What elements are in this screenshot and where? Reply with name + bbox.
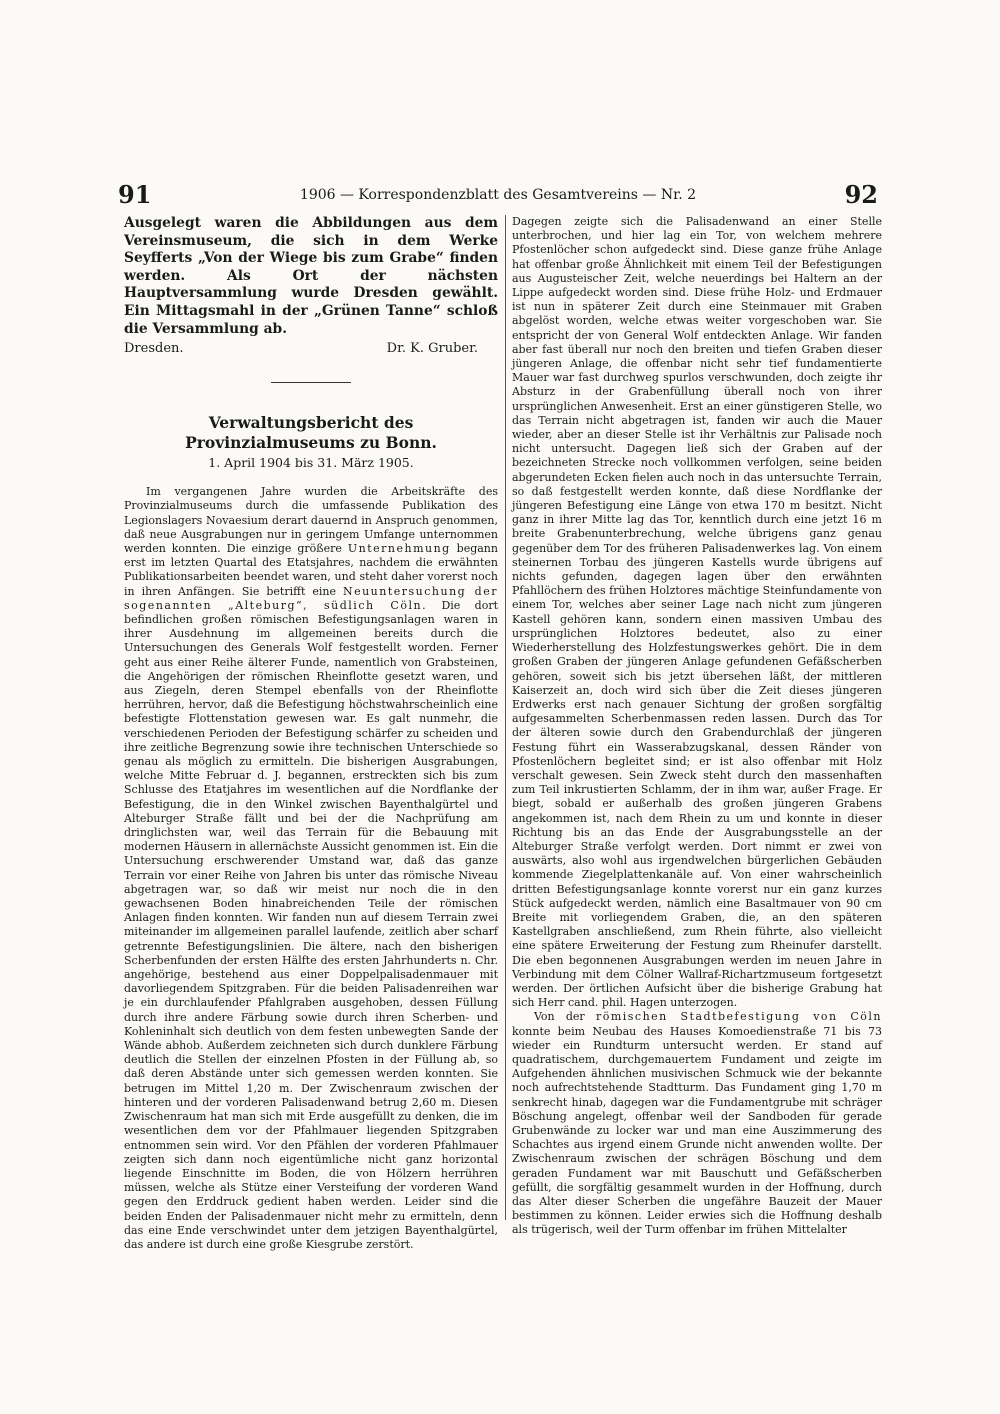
signature-line: [124, 340, 498, 358]
right-column: [512, 215, 882, 1238]
signature-author: Dr. K. Gruber.: [386, 341, 478, 357]
column-divider: [505, 215, 506, 1220]
body-paragraph: [512, 1010, 882, 1237]
article-date-range: 1. April 1904 bis 31. März 1905.: [208, 455, 414, 471]
running-title: 1906 — Korrespondenzblatt des Gesamtvereins — Nr. 2: [299, 187, 697, 203]
text-run: begann erst im letzten Quartal des Etatsjahres, nachdem die erwähnten Publikationsarbeiten beendet waren, und steht daher vorerst noch in ihren Anfängen. Sie betrifft eine: [124, 541, 498, 598]
body-paragraph: Dagegen zeigte sich die Palisadenwand an einer Stelle unterbrochen, und hier lag ein Tor, von welchem mehrere Pfostenlöcher schon aufgedeckt sind. Diese ganze frühe Anlage hat offenbar große Ähnlichkeit mit einem Teil der Befestigungen aus Augusteischer Zeit, welche neuerdings bei Haltern an der Lippe aufgedeckt worden sind. Diese frühe Holz- und Erdmauer ist nun in späterer Zeit durch eine Steinmauer mit Graben abgelöst worden, welche etwas weiter vorgeschoben war. Sie entspricht der von General Wolf entdeckten Anlage. Wir fanden aber fast überall nur noch den breiten und tiefen Graben dieser jüngeren Anlage, die offenbar nicht sehr tief fundamentierte Mauer war fast durchweg spurlos verschwunden, doch zeigte ihr Absturz in der Grabenfüllung überall noch von ihrer ursprünglichen Anwesenheit. Erst an einer günstigeren Stelle, wo das Terrain nicht abgetragen ist, fanden wir auch die Mauer wieder, aber an dieser Stelle ist ihr Verhältnis zur Palisade noch nicht untersucht. Dagegen ließ sich der Graben auf der bezeichneten Strecke noch vollkommen verfolgen, seine beiden abgerundeten Ecken fielen auch noch in das untersuchte Terrain, so daß festgestellt werden konnte, daß diese Nordflanke der jüngeren Befestigung eine Länge von etwa 170 m besitzt. Nicht ganz in ihrer Mitte lag das Tor, kenntlich durch eine jetzt 16 m breite Grabenunterbrechung, welche übrigens ganz genau gegenüber dem Tor des früheren Palisadenwerkes lag. Von einem steinernen Torbau des jüngeren Kastells wurde übrigens auf nichts gefunden, dagegen lagen über den erwähnten Pfahllöchern des frühen Holztores mächtige Steinfundamente von einem Tor, welches aber seiner Lage nach nicht zum jüngeren Kastell gehören kann, sondern einen massiven Umbau des ursprünglichen Holztores bedeutet, also zu einer Wiederherstellung des Holzfestungswerkes gehört. Die in dem großen Graben der jüngeren Anlage gefundenen Gefäßscherben gehören, soweit sich bis jetzt übersehen läßt, der mittleren Kaiserzeit an, doch wird sich über die Zeit dieses jüngeren Erdwerks erst nach genauer Sichtung der großen sorgfältig aufgesammelten Scherbenmassen reden lassen. Durch das Tor der älteren sowie durch den Grabendurchlaß der jüngeren Festung führt ein Wasserabzugskanal, dessen Ränder von Pfostenlöchern begleitet sind; er ist also offenbar mit Holz verschalt gewesen. Sein Zweck steht durch den massenhaften zum Teil inkrustierten Schlamm, der in ihm war, außer Frage. Er biegt, sobald er außerhalb des großen jüngeren Grabens angekommen ist, nach dem Rhein zu um und konnte in dieser Richtung bis an das Ende der Ausgrabungsstelle an der Alteburger Straße verfolgt werden. Dort nimmt er zwei von auswärts, also wohl aus irgendwelchen bürgerlichen Gebäuden kommende Ziegelplattenkanäle auf. Von einer wahrscheinlich dritten Befestigungsanlage konnte vorerst nur ein ganz kurzes Stück aufgedeckt werden, nämlich eine Basaltmauer von 90 cm Breite mit vorliegendem Graben, die, an den späteren Kastellgraben anschließend, zum Rhein führte, also vielleicht eine spätere Erweiterung der Festung zum Rheinufer darstellt. Die eben begonnenen Ausgrabungen werden im neuen Jahre in Verbindung mit dem Cölner Wallraf-Richartzmuseum fortgesetzt werden. Der örtlichen Aufsicht über die bisherige Grabung hat sich Herr cand. phil. Hagen unterzogen.: [512, 215, 882, 1010]
article-title: Verwaltungsbericht des Provinzialmuseums zu Bonn.: [185, 413, 437, 453]
spaced-emphasis: Unternehmung: [347, 541, 451, 555]
intro-paragraph: Ausgelegt waren die Abbildungen aus dem Vereinsmuseum, die sich in dem Werke Seyfferts „Von der Wiege bis zum Grabe“ finden werden. Als Ort der nächsten Hauptversammlung wurde Dresden gewählt. Ein Mittagsmahl in der „Grünen Tanne“ schloß die Versammlung ab.: [124, 215, 498, 337]
section-divider: [271, 382, 351, 383]
right-page-number: 92: [844, 180, 878, 209]
left-page-number: 91: [118, 180, 152, 209]
page-header: [118, 180, 878, 210]
text-run: Von der: [534, 1010, 596, 1024]
text-run: Im vergangenen Jahre wurden die Arbeitskräfte des Provinzialmuseums durch die umfassende Publikation des Legionslagers Novaesium derart dauernd in Anspruch genommen, daß neue Ausgrabungen nur in geringem Umfange unternommen werden konnten. Die einzige größere: [124, 485, 498, 555]
text-run: konnte beim Neubau des Hauses Komoedienstraße 71 bis 73 wieder ein Rundturm untersucht werden. Er stand auf quadratischem, durchgemauertem Fundament und zeigte im Aufgehenden ähnlichen musivischen Schmuck wie der bekannte noch aufrechtstehende Stadtturm. Das Fundament ging 1,70 m senkrecht hinab, dagegen war die Fundamentgrube mit schräger Böschung angelegt, offenbar weil der Sandboden für gerade Grubenwände zu locker war und man eine Auszimmerung des Schachtes aus irgend einem Grunde nicht anwenden wollte. Der Zwischenraum zwischen der schrägen Böschung und dem geraden Fundament war mit Bauschutt und Gefäßscherben gefüllt, die sorgfältig gesammelt wurden in der Hoffnung, durch das Alter dieser Scherben die ungefähre Bauzeit der Mauer bestimmen zu können. Leider erwies sich die Hoffnung deshalb als trügerisch, weil der Turm offenbar im frühen Mittelalter: [512, 1024, 882, 1237]
spaced-emphasis: Neuuntersuchung der sogenannten „Alteburg“, südlich Cöln.: [124, 584, 498, 612]
body-paragraph: [124, 485, 498, 1252]
left-column: [124, 215, 498, 1252]
signature-place: Dresden.: [124, 341, 184, 357]
spaced-emphasis: römischen Stadtbefestigung von Cöln: [595, 1010, 883, 1024]
text-run: Die dort befindlichen großen römischen Befestigungsanlagen waren in ihrer Ausdehnung im allgemeinen bereits durch die Untersuchungen des Generals Wolf festgestellt worden. Ferner geht aus einer Reihe älterer Funde, namentlich von Grabsteinen, die Angehörigen der römischen Rheinflotte gesetzt waren, und aus Ziegeln, deren Stempel ebenfalls von der Rheinflotte herrühren, hervor, daß die Befestigung höchstwahrscheinlich eine befestigte Flottenstation gewesen war. Es galt nunmehr, die verschiedenen Perioden der Befestigung schärfer zu scheiden und ihre zeitliche Begrenzung sowie ihre technischen Unterschiede so genau als möglich zu ermitteln. Die bisherigen Ausgrabungen, welche Mitte Februar d. J. begannen, erstreckten sich bis zum Schlusse des Etatjahres im wesentlichen auf die Nordflanke der Befestigung, die in den Winkel zwischen Bayenthalgürtel und Alteburger Straße fällt und bei der die Nachprüfung am dringlichsten war, weil das Terrain für die Bebauung mit modernen Häusern in allernächste Aussicht genommen ist. Ein die Untersuchung erschwerender Umstand war, daß das ganze Terrain vor einer Reihe von Jahren bis unter das römische Niveau abgetragen war, so daß wir meist nur noch die in den gewachsenen Boden hinabreichenden Teile der römischen Anlagen finden konnten. Wir fanden nun auf diesem Terrain zwei miteinander im allgemeinen parallel laufende, zeitlich aber scharf getrennte Befestigungslinien. Die ältere, nach den bisherigen Scherbenfunden der ersten Hälfte des ersten Jahrhunderts n. Chr. angehörige, bestehend aus einer Doppelpalisadenmauer mit davorliegendem Spitzgraben. Für die beiden Palisadenreihen war je ein durchlaufender Pfahlgraben ausgehoben, dessen Füllung durch ihre andere Färbung sowie durch ihren Scherben- und Kohleninhalt sich deutlich von dem festen unbewegten Sande der Wände abhob. Außerdem zeichneten sich durch dunklere Färbung deutlich die Stellen der einzelnen Pfosten in der Füllung ab, so daß deren Abstände unter sich gemessen werden konnten. Sie betrugen im Mittel 1,20 m. Der Zwischenraum zwischen der hinteren und der vorderen Palisadenwand betrug 2,60 m. Diesen Zwischenraum hat man sich mit Erde ausgefüllt zu denken, die im wesentlichen dem vor der Pfahlmauer liegenden Spitzgraben entnommen sein wird. Vor den Pfählen der vorderen Pfahlmauer zeigten sich dann noch eigentümliche nicht ganz horizontal liegende Einschnitte im Boden, die von Hölzern herrühren müssen, welche als Stütze einer Versteifung der vorderen Wand gegen den Erddruck gedient haben werden. Leider sind die beiden Enden der Palisadenmauer nicht mehr zu ermitteln, denn das eine Ende verschwindet unter dem jetzigen Bayenthalgürtel, das andere ist durch eine große Kiesgrube zerstört.: [124, 598, 498, 1251]
